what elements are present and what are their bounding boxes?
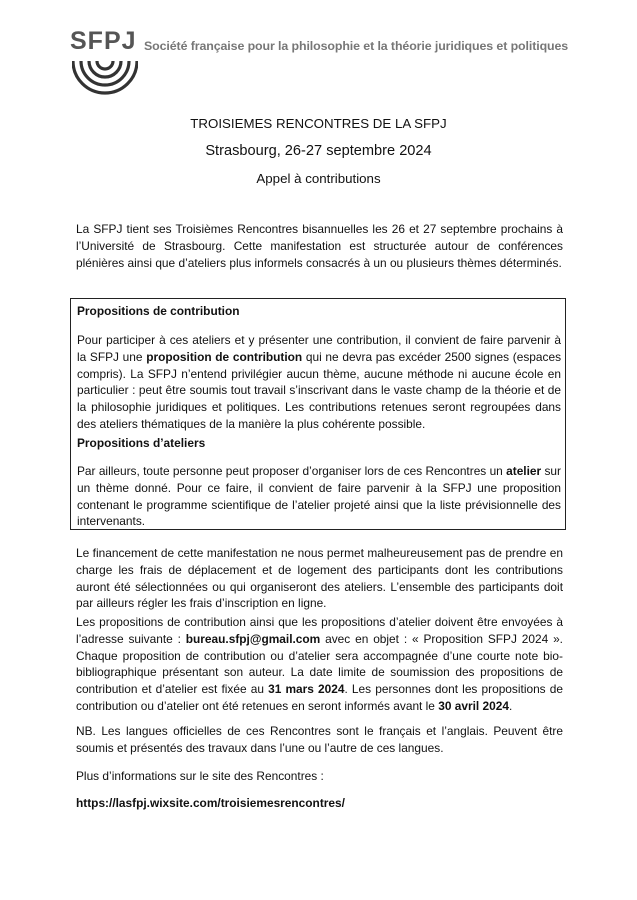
- submission-paragraph: [76, 614, 563, 715]
- main-title: TROISIEMES RENCONTRES DE LA SFPJ: [190, 116, 447, 131]
- submission-text-3: . Les personnes dont les propositions de contribution ou d’atelier ont été retenues en seront informés avant le: [76, 682, 563, 713]
- more-info-label: Plus d’informations sur le site des Rencontres :: [76, 769, 324, 783]
- workshop-text-1: Par ailleurs, toute personne peut proposer d’organiser lors de ces Rencontres un: [77, 464, 507, 478]
- submission-email: bureau.sfpj@gmail.com: [185, 631, 321, 646]
- contribution-bold: proposition de contribution: [146, 349, 303, 364]
- languages-note: NB. Les langues officielles de ces Rencontres sont le français et l’anglais. Peuvent être soumis et présentés des travaux dans l’une ou l’autre de ces langues.: [76, 724, 563, 755]
- contribution-heading: Propositions de contribution: [77, 304, 240, 318]
- society-name: Société française pour la philosophie et la théorie juridiques et politiques: [144, 39, 569, 53]
- contribution-text-2: qui ne devra pas excéder 2500 signes (espaces compris). La SFPJ n’entend privilégier aucun thème, aucune méthode ni aucune école en particulier : peut être soumis tout travail s’inscrivant dans le vaste champ de la théorie et de la philosophie juridiques et politiques. Les contributions retenues seront regroupées dans des ateliers thématiques de la manière la plus cohérente possible.: [77, 349, 562, 431]
- contribution-text-1: Pour participer à ces ateliers et y présenter une contribution, il convient de faire parvenir à la SFPJ une: [77, 333, 561, 364]
- location-date: Strasbourg, 26-27 septembre 2024: [205, 143, 432, 159]
- contribution-paragraph: [77, 332, 561, 433]
- document-header: [70, 26, 610, 106]
- workshop-bold: atelier: [506, 464, 542, 478]
- subtitle: Appel à contributions: [256, 171, 381, 186]
- intro-paragraph: La SFPJ tient ses Troisièmes Rencontres bisannuelles les 26 et 27 septembre prochains à l’Université de Strasbourg. Cette manifestation est structurée autour de conférences plénières ainsi que d’ateliers plus informels consacrés à un ou plusieurs thèmes déterminés.: [76, 222, 563, 270]
- logo-wordmark: SFPJ: [70, 27, 137, 55]
- website-link[interactable]: https://lasfpj.wixsite.com/troisiemesrencontres/: [76, 796, 345, 810]
- logo-arcs-icon: [72, 59, 138, 101]
- submission-text-2: avec en objet : « Proposition SFPJ 2024 ». Chaque proposition de contribution ou d’atelier sera accompagnée d’une courte note bio-bibliographique présentant son auteur. La date limite de soumission des propositions de contribution et d’atelier est fixée au: [76, 631, 563, 697]
- proposals-box: [70, 298, 566, 530]
- sfpj-logo: [70, 26, 140, 106]
- workshop-paragraph: [77, 463, 561, 530]
- workshop-heading: Propositions d’ateliers: [77, 436, 206, 450]
- financing-paragraph: Le financement de cette manifestation ne nous permet malheureusement pas de prendre en charge les frais de déplacement et de logement des participants dont les contributions auront été sélectionnées ou qui organiseront des ateliers. L’ensemble des participants doit par ailleurs régler les frais d’inscription en ligne.: [76, 546, 563, 611]
- notification-date: 30 avril 2024: [438, 698, 509, 713]
- submission-deadline: 31 mars 2024: [268, 682, 345, 697]
- submission-text-4: .: [508, 698, 513, 713]
- workshop-text-2: sur un thème donné. Pour ce faire, il convient de faire parvenir à la SFPJ une proposition contenant le programme scientifique de l’atelier projeté ainsi que la liste prévisionnelle des intervenants.: [77, 464, 562, 529]
- submission-text-1: Les propositions de contribution ainsi que les propositions d’atelier doivent être envoyées à l’adresse suivante :: [76, 615, 563, 646]
